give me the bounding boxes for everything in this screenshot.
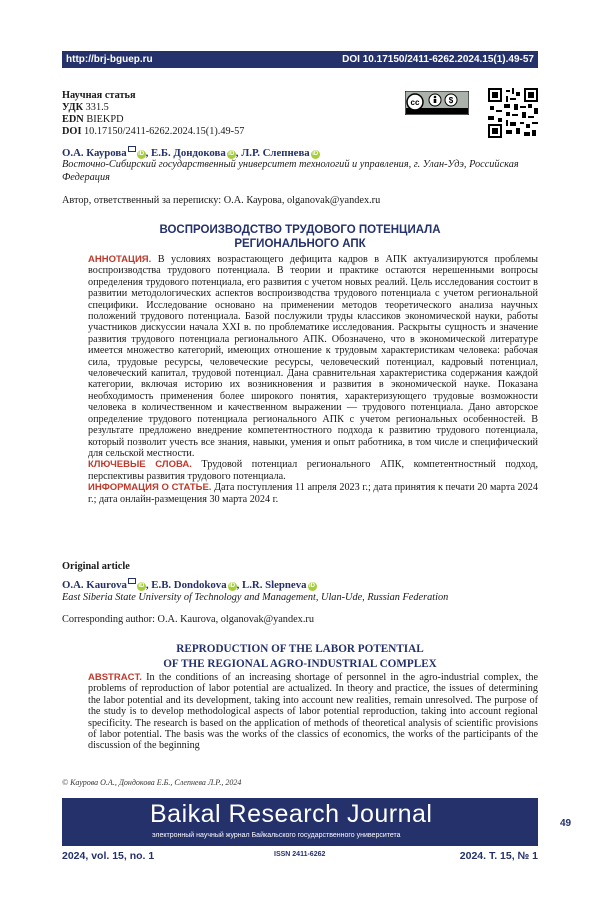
copyright: © Каурова О.А., Дондокова Е.Б., Слепнева Л.Р., 2024: [62, 778, 242, 787]
page-number: 49: [560, 818, 572, 829]
author-1: O.A. Kaurova: [62, 579, 127, 591]
issue-en: 2024, vol. 15, no. 1: [62, 850, 155, 862]
doi-value[interactable]: 10.17150/2411-6262.2024.15(1).49-57: [84, 126, 245, 137]
header-doi[interactable]: DOI 10.17150/2411-6262.2024.15(1).49-57: [342, 54, 534, 65]
author-3: L.R. Slepneva: [242, 579, 307, 591]
issue-line: [62, 850, 538, 864]
journal-title: Baikal Research Journal: [150, 800, 433, 828]
orcid-icon[interactable]: iD: [138, 583, 145, 589]
author-3: Л.Р. Слепнева: [241, 147, 310, 159]
svg-text:$: $: [448, 96, 454, 105]
orcid-icon[interactable]: iD: [229, 583, 236, 589]
header-bar: [62, 51, 538, 68]
article-title-ru: [62, 223, 538, 251]
title-line: REPRODUCTION OF THE LABOR POTENTIAL: [176, 643, 424, 655]
qr-code-icon[interactable]: [488, 88, 538, 138]
journal-url[interactable]: http://brj-bguep.ru: [66, 54, 153, 65]
edn-label: EDN: [62, 114, 84, 125]
keywords-label: КЛЮЧЕВЫЕ СЛОВА.: [88, 459, 192, 471]
info-label: ИНФОРМАЦИЯ О СТАТЬЕ.: [88, 482, 212, 494]
affiliation-ru: Восточно-Сибирский государственный университет технологий и управления, г. Улан-Удэ, Российская Федерация: [62, 159, 519, 183]
journal-banner: [62, 798, 538, 846]
udk-value: 331.5: [85, 102, 109, 113]
abstract-ru: [62, 254, 538, 505]
doi-label: DOI: [62, 126, 82, 137]
abstract-en: [62, 672, 538, 752]
abstract-label: АННОТАЦИЯ.: [88, 254, 152, 265]
title-line: ВОСПРОИЗВОДСТВО ТРУДОВОГО ПОТЕНЦИАЛА: [159, 224, 441, 236]
journal-subtitle: электронный научный журнал Байкальского государственного университета: [152, 832, 401, 839]
original-article-label: Original article: [62, 561, 130, 572]
authors-en: O.A. Kaurova iD , E.B. Dondokova iD , L.R. Slepneva iD: [62, 579, 316, 591]
udk-label: УДК: [62, 102, 84, 113]
issn: ISSN 2411-6262: [274, 851, 326, 858]
author-1: О.А. Каурова: [62, 147, 127, 159]
orcid-icon[interactable]: iD: [228, 151, 235, 157]
author-2: Е.Б. Дондокова: [151, 147, 226, 159]
mail-icon[interactable]: [128, 578, 136, 584]
article-type: Научная статья: [62, 90, 136, 101]
authors-ru: О.А. Каурова iD , Е.Б. Дондокова iD , Л.Р. Слепнева iD: [62, 147, 319, 159]
abstract-text: В условиях возрастающего дефицита кадров в АПК актуализируются проблемы воспроизводства трудового потенциала. В теории и практике остаются нерешенными вопросы определения трудового потенциала, его развития с учетом новых реалий. Цель исследования состоит в развитии методологических аспектов воспроизводства трудового потенциала с учетом региональной специфики. Исследование основано на применении методов теоретического анализа научных положений трудового потенциала. Базой послужили труды классиков экономической науки, работы участников дискуссии начала XXI в. по проблематике исследования. Раскрыты сущность и значение развития трудового потенциала регионального АПК. Обозначено, что в экономической литературе имеется множество категорий, имеющих отношение к трудовым характеристикам человека: рабочая сила, трудовые ресурсы, человеческие ресурсы, человеческий потенциал, кадровый потенциал, человеческий капитал, трудовой потенциал. Дана сравнительная характеристика содержания каждой категории, включая историю их возникновения и развития в экономической науке. Показана необходимость применения более широкого понятия, характеризующего трудовые возможности человека в количественном и качественном выражении — трудового потенциала. Дано авторское определение трудового потенциала регионального АПК с учетом региональных особенностей. В результате предложено внедрение компетентностного подхода к развитию трудового потенциала, который позволит учесть все знания, навыки, умения и опыт работника, в том числе и специфический для сельской местности.: [88, 254, 539, 459]
article-title-en: [62, 642, 538, 671]
orcid-icon[interactable]: iD: [138, 151, 145, 157]
article-meta: [62, 90, 244, 138]
keywords-text: Трудовой потенциал регионального АПК, компетентностный подход, перспективы развития трудового потенциала.: [88, 459, 538, 482]
abstract-label: ABSTRACT.: [88, 672, 142, 683]
svg-text:cc: cc: [410, 98, 420, 107]
edn-value: BIEKPD: [86, 114, 124, 125]
author-2: E.B. Dondokova: [151, 579, 227, 591]
title-line: OF THE REGIONAL AGRO-INDUSTRIAL COMPLEX: [163, 657, 437, 670]
mail-icon[interactable]: [128, 146, 136, 152]
affiliation-en: East Siberia State University of Technology and Management, Ulan-Ude, Russian Federation: [62, 592, 449, 603]
orcid-icon[interactable]: iD: [312, 151, 319, 157]
cc-by-nc-icon[interactable]: [405, 91, 469, 115]
info-text: Дата поступления 11 апреля 2023 г.; дата принятия к печати 20 марта 2024 г.; дата онлайн-размещения 30 марта 2024 г.: [88, 482, 538, 505]
correspondence-ru: Автор, ответственный за переписку: О.А. Каурова, olganovak@yandex.ru: [62, 195, 381, 206]
title-line: РЕГИОНАЛЬНОГО АПК: [234, 238, 366, 250]
orcid-icon[interactable]: iD: [309, 583, 316, 589]
correspondence-en: Corresponding author: O.A. Kaurova, olganovak@yandex.ru: [62, 614, 314, 625]
issue-ru: 2024. Т. 15, № 1: [459, 850, 538, 862]
abstract-text: In the conditions of an increasing shortage of personnel in the agro-industrial complex, the problems of reproduction of labor potential are actualized. In theory and practice, the issues of determining the labor potential and its development, taking into account new realities, remain unresolved. The purpose of the study is to develop methodological aspects of labor potential reproduction, taking into account regional specificity. The research is based on the application of methods of theoretical analysis of scientific provisions of labor potential. The basis was the works of the classics of economics, the works of the participants of the discussion of the beginning: [88, 672, 539, 752]
